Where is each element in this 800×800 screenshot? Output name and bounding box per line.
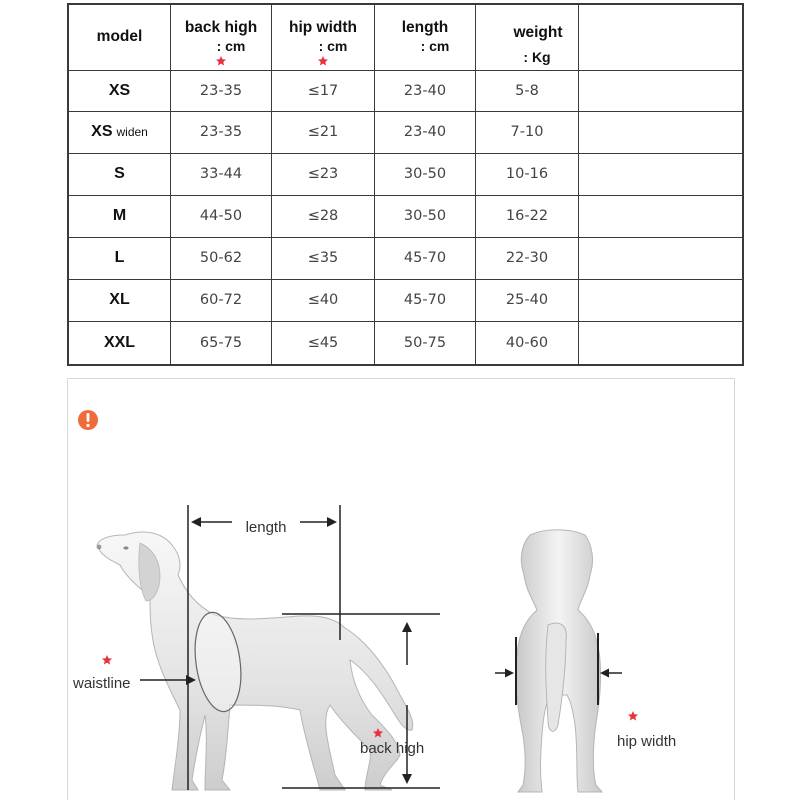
header-empty <box>579 4 744 70</box>
cell-model: S <box>68 153 171 195</box>
cell-empty <box>579 153 744 195</box>
cell-weight: 22-30 <box>476 237 579 279</box>
dog-rear-tail <box>546 623 567 731</box>
cell-hip-width: ≤40 <box>272 279 375 321</box>
cell-back-high: 33-44 <box>171 153 272 195</box>
cell-model: XS <box>68 70 171 111</box>
cell-empty <box>579 111 744 153</box>
cell-back-high: 60-72 <box>171 279 272 321</box>
cell-length: 45-70 <box>375 237 476 279</box>
hip-width-arrow-right-head <box>600 669 609 678</box>
header-weight <box>476 4 579 70</box>
table-header-row <box>68 4 743 70</box>
notice-mark-dot <box>86 424 89 427</box>
table-row <box>68 195 743 237</box>
cell-empty <box>579 279 744 321</box>
cell-back-high: 65-75 <box>171 321 272 365</box>
dog-side-eye <box>123 546 128 549</box>
cell-back-high: 23-35 <box>171 111 272 153</box>
dog-rear-silhouette <box>516 530 602 792</box>
star-icon <box>272 55 374 68</box>
notice-mark-bar <box>87 413 90 422</box>
waistline-label: waistline <box>73 675 131 692</box>
cell-model: XXL <box>68 321 171 365</box>
length-label: length <box>245 519 287 536</box>
header-hip-width <box>272 4 375 70</box>
cell-weight: 7-10 <box>476 111 579 153</box>
table-row <box>68 70 743 111</box>
back-high-arrow-down-head <box>402 774 412 784</box>
cell-back-high: 23-35 <box>171 70 272 111</box>
measurement-diagram <box>67 378 735 800</box>
cell-model-note: widen <box>116 125 148 139</box>
cell-back-high: 50-62 <box>171 237 272 279</box>
star-icon <box>628 711 638 721</box>
cell-model-size: XS <box>91 123 113 140</box>
header-back-high-label: back high <box>184 19 258 36</box>
header-hip-width-unit: : cm <box>318 38 348 54</box>
hip-width-label: hip width <box>617 733 677 750</box>
cell-empty <box>579 237 744 279</box>
cell-hip-width: ≤35 <box>272 237 375 279</box>
cell-empty <box>579 195 744 237</box>
cell-hip-width: ≤17 <box>272 70 375 111</box>
star-icon <box>102 655 112 665</box>
cell-length: 50-75 <box>375 321 476 365</box>
header-back-high <box>171 4 272 70</box>
cell-hip-width: ≤21 <box>272 111 375 153</box>
cell-length: 30-50 <box>375 153 476 195</box>
cell-weight: 40-60 <box>476 321 579 365</box>
cell-model: L <box>68 237 171 279</box>
cell-model <box>68 111 171 153</box>
header-model <box>68 4 171 70</box>
cell-weight: 16-22 <box>476 195 579 237</box>
header-model-label: model <box>96 28 143 46</box>
star-icon <box>171 55 271 68</box>
length-arrow-left-head <box>191 517 201 527</box>
exclamation-circle-icon <box>78 410 98 430</box>
header-weight-label: weight <box>513 24 563 41</box>
header-weight-unit: : Kg <box>523 49 551 65</box>
table-row <box>68 321 743 365</box>
cell-hip-width: ≤28 <box>272 195 375 237</box>
size-chart-table <box>67 3 744 366</box>
cell-hip-width: ≤45 <box>272 321 375 365</box>
back-high-arrow-up-head <box>402 622 412 632</box>
header-length <box>375 4 476 70</box>
dog-side-nose <box>97 545 102 550</box>
header-length-label: length <box>401 19 449 36</box>
cell-empty <box>579 321 744 365</box>
header-length-unit: : cm <box>420 38 450 54</box>
header-back-high-unit: : cm <box>216 38 246 54</box>
table-row <box>68 153 743 195</box>
cell-length: 23-40 <box>375 70 476 111</box>
cell-back-high: 44-50 <box>171 195 272 237</box>
hip-width-arrow-left-head <box>505 669 514 678</box>
length-arrow-right-head <box>327 517 337 527</box>
header-hip-width-label: hip width <box>288 19 357 36</box>
cell-model: M <box>68 195 171 237</box>
cell-empty <box>579 70 744 111</box>
back-high-label: back high <box>360 740 425 757</box>
cell-length: 23-40 <box>375 111 476 153</box>
cell-weight: 5-8 <box>476 70 579 111</box>
table-row <box>68 279 743 321</box>
cell-length: 30-50 <box>375 195 476 237</box>
table-row <box>68 111 743 153</box>
cell-weight: 10-16 <box>476 153 579 195</box>
table-row <box>68 237 743 279</box>
cell-weight: 25-40 <box>476 279 579 321</box>
cell-length: 45-70 <box>375 279 476 321</box>
cell-model: XL <box>68 279 171 321</box>
cell-hip-width: ≤23 <box>272 153 375 195</box>
